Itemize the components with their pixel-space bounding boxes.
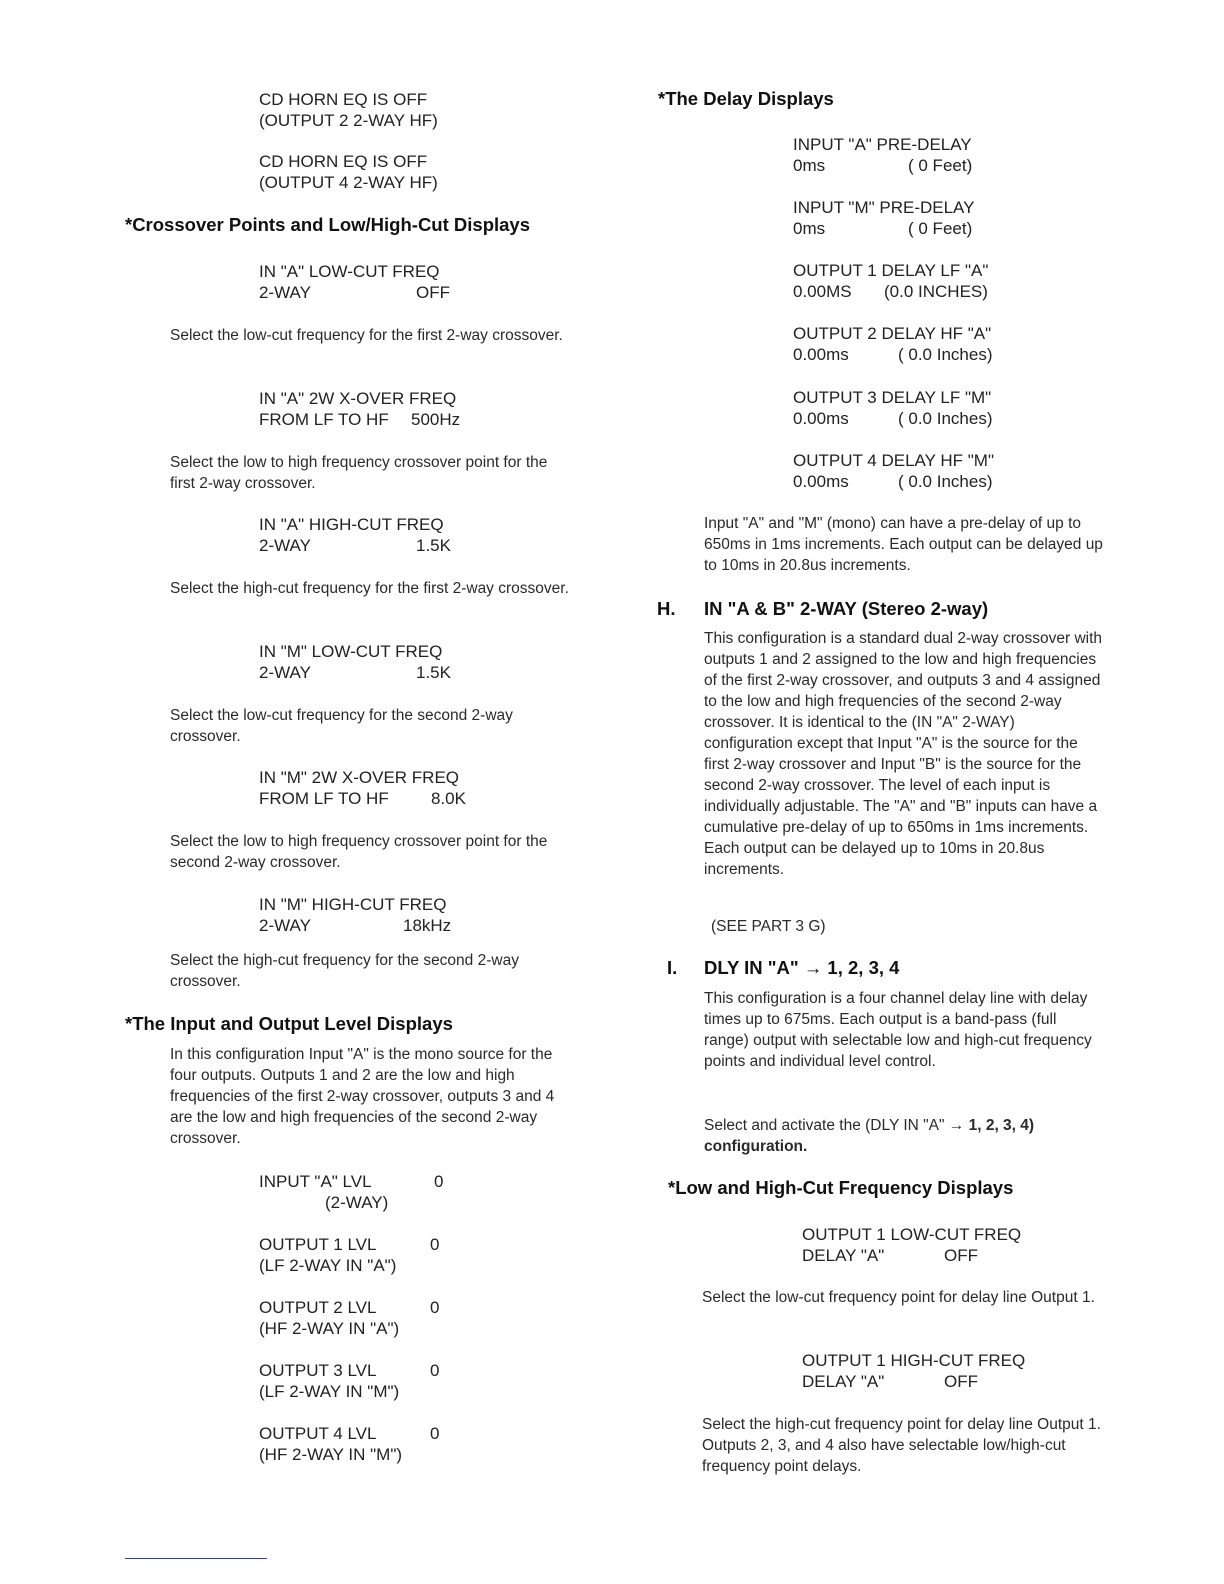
display-line: OUTPUT 2 DELAY HF "A" — [793, 324, 992, 343]
section-i-select-text — [704, 1115, 1104, 1157]
level-display-output-4 — [259, 1423, 439, 1465]
section-h-see-part: (SEE PART 3 G) — [711, 918, 826, 935]
display-label: 2-WAY — [259, 663, 311, 682]
select-text-bold: 1, 2, 3, 4) — [968, 1117, 1035, 1134]
display-value: (0.0 INCHES) — [884, 282, 988, 301]
display-line: IN "M" LOW-CUT FREQ — [259, 642, 443, 661]
display-label: DELAY "A" — [802, 1246, 885, 1265]
output-1-high-cut-paragraph: Select the high-cut frequency point for delay line Output 1. Outputs 2, 3, and 4 also have selectable low/high-cut frequency point delays. — [702, 1416, 1101, 1475]
display-in-a-low-cut — [259, 261, 450, 303]
display-value: ( 0 Feet) — [908, 156, 973, 175]
delay-display-output-4 — [793, 450, 994, 492]
display-line: (LF 2-WAY IN "M") — [259, 1382, 400, 1401]
display-label: 0ms — [793, 156, 826, 175]
level-heading: *The Input and Output Level Displays — [125, 1013, 453, 1034]
select-text-bold: configuration. — [704, 1138, 808, 1155]
display-label: 0ms — [793, 219, 826, 238]
paragraph: Select the high-cut frequency for the first 2-way crossover. — [170, 580, 569, 597]
section-i-heading: DLY IN "A" → 1, 2, 3, 4 — [704, 957, 900, 978]
display-value: OFF — [944, 1372, 978, 1391]
paragraph: Select the low to high frequency crossover point for the first 2-way crossover. — [170, 454, 548, 492]
display-line: IN "M" 2W X-OVER FREQ — [259, 768, 460, 787]
level-display-output-1 — [259, 1234, 439, 1276]
display-value: 8.0K — [431, 789, 466, 808]
section-letter-i: I. — [667, 957, 678, 978]
display-value: 500Hz — [411, 410, 461, 429]
display-line: OUTPUT 1 LOW-CUT FREQ — [802, 1225, 1022, 1244]
display-line: OUTPUT 1 HIGH-CUT FREQ — [802, 1351, 1026, 1370]
footnote-rule — [125, 1558, 267, 1559]
section-h-heading: IN "A & B" 2-WAY (Stereo 2-way) — [704, 598, 989, 619]
display-label: FROM LF TO HF — [259, 789, 389, 808]
display-line: IN "A" HIGH-CUT FREQ — [259, 515, 444, 534]
display-label: OUTPUT 1 LVL — [259, 1235, 377, 1254]
display-in-m-low-cut — [259, 641, 451, 683]
section-letter-h: H. — [657, 598, 676, 619]
crossover-heading: *Crossover Points and Low/High-Cut Displays — [125, 214, 531, 235]
display-line: OUTPUT 3 DELAY LF "M" — [793, 388, 992, 407]
display-line: OUTPUT 1 DELAY LF "A" — [793, 261, 989, 280]
display-value: OFF — [416, 283, 450, 302]
display-value: 0 — [430, 1235, 440, 1254]
display-value: 0 — [430, 1298, 440, 1317]
display-line: INPUT "M" PRE-DELAY — [793, 198, 975, 217]
delay-heading: *The Delay Displays — [658, 88, 834, 109]
display-value: 0 — [430, 1361, 440, 1380]
display-value: 1.5K — [416, 536, 451, 555]
display-in-a-xover — [259, 388, 460, 430]
display-line: (OUTPUT 4 2-WAY HF) — [259, 173, 438, 192]
display-label: DELAY "A" — [802, 1372, 885, 1391]
display-value: 0 — [434, 1172, 444, 1191]
paragraph: Select the low to high frequency crossover point for the second 2-way crossover. — [170, 833, 548, 871]
paragraph: Select the low-cut frequency for the first 2-way crossover. — [170, 327, 563, 344]
display-label: OUTPUT 2 LVL — [259, 1298, 377, 1317]
display-value: ( 0 Feet) — [908, 219, 973, 238]
select-text-part: Select and activate the (DLY IN "A" → — [704, 1117, 969, 1134]
paragraph: Select the low-cut frequency for the second 2-way crossover. — [170, 707, 513, 745]
display-line: IN "A" 2W X-OVER FREQ — [259, 389, 457, 408]
display-line: (OUTPUT 2 2-WAY HF) — [259, 111, 438, 130]
display-in-m-high-cut — [259, 894, 451, 936]
level-display-output-2 — [259, 1297, 439, 1339]
display-value: ( 0.0 Inches) — [898, 345, 993, 364]
display-label: 0.00ms — [793, 409, 849, 428]
delay-display-input-a — [793, 134, 972, 176]
level-display-output-3 — [259, 1360, 439, 1402]
display-label: OUTPUT 4 LVL — [259, 1424, 377, 1443]
display-label: 0.00ms — [793, 472, 849, 491]
delay-display-input-m — [793, 197, 974, 239]
display-in-m-xover — [259, 767, 466, 809]
display-line: CD HORN EQ IS OFF — [259, 90, 428, 109]
section-i-paragraph: This configuration is a four channel delay line with delay times up to 675ms. Each output is a band-pass (full range) output with selectable low and high-cut frequency points and individual level control. — [704, 990, 1092, 1070]
display-label: FROM LF TO HF — [259, 410, 389, 429]
display-label: 0.00ms — [793, 345, 849, 364]
level-paragraph: In this configuration Input "A" is the mono source for the four outputs. Outputs 1 and 2 are the low and high frequencies of the first 2-way crossover, outputs 3 and 4 are the low and high frequencies of the second 2-way crossover. — [170, 1046, 555, 1147]
delay-display-output-2 — [793, 323, 993, 365]
display-value: ( 0.0 Inches) — [898, 472, 993, 491]
display-label: 2-WAY — [259, 916, 311, 935]
display-label: INPUT "A" LVL — [259, 1172, 372, 1191]
display-line: (LF 2-WAY IN "A") — [259, 1256, 397, 1275]
horn-eq-display-2 — [259, 151, 438, 193]
delay-paragraph: Input "A" and "M" (mono) can have a pre-delay of up to 650ms in 1ms increments. Each output can be delayed up to 10ms in 20.8us increments. — [704, 515, 1103, 574]
section-h-paragraph: This configuration is a standard dual 2-way crossover with outputs 1 and 2 assigned to the low and high frequencies of the first 2-way crossover, and outputs 3 and 4 assigned to the low and high frequencies of the second 2-way crossover. It is identical to the (IN "A" 2-WAY) configuration except that Input "A" is the source for the first 2-way crossover and Input "B" is the source for the second 2-way crossover. The level of each input is individually adjustable. The "A" and "B" inputs can have a cumulative pre-delay of up to 650ms in 1ms increments. Each output can be delayed up to 10ms in 20.8us increments. — [704, 630, 1103, 878]
display-line: (HF 2-WAY IN "A") — [259, 1319, 400, 1338]
display-value: ( 0.0 Inches) — [898, 409, 993, 428]
output-1-low-cut-display — [802, 1224, 1021, 1266]
display-line: (HF 2-WAY IN "M") — [259, 1445, 403, 1464]
display-line: (2-WAY) — [325, 1193, 389, 1212]
display-in-a-high-cut — [259, 514, 451, 556]
display-label: 2-WAY — [259, 283, 311, 302]
output-1-low-cut-paragraph: Select the low-cut frequency point for delay line Output 1. — [702, 1289, 1095, 1306]
delay-display-output-1 — [793, 260, 988, 302]
display-line: OUTPUT 4 DELAY HF "M" — [793, 451, 994, 470]
display-value: 1.5K — [416, 663, 451, 682]
display-label: 0.00MS — [793, 282, 852, 301]
display-label: 2-WAY — [259, 536, 311, 555]
display-line: IN "A" LOW-CUT FREQ — [259, 262, 440, 281]
level-display-input-a — [259, 1171, 443, 1213]
display-value: 0 — [430, 1424, 440, 1443]
display-label: OUTPUT 3 LVL — [259, 1361, 377, 1380]
output-1-high-cut-display — [802, 1350, 1025, 1392]
display-line: IN "M" HIGH-CUT FREQ — [259, 895, 447, 914]
low-high-cut-heading: *Low and High-Cut Frequency Displays — [668, 1177, 1014, 1198]
horn-eq-display-1 — [259, 89, 438, 131]
display-line: INPUT "A" PRE-DELAY — [793, 135, 972, 154]
display-line: CD HORN EQ IS OFF — [259, 152, 428, 171]
display-value: 18kHz — [403, 916, 452, 935]
paragraph: Select the high-cut frequency for the second 2-way crossover. — [170, 952, 519, 990]
display-value: OFF — [944, 1246, 978, 1265]
delay-display-output-3 — [793, 387, 993, 429]
